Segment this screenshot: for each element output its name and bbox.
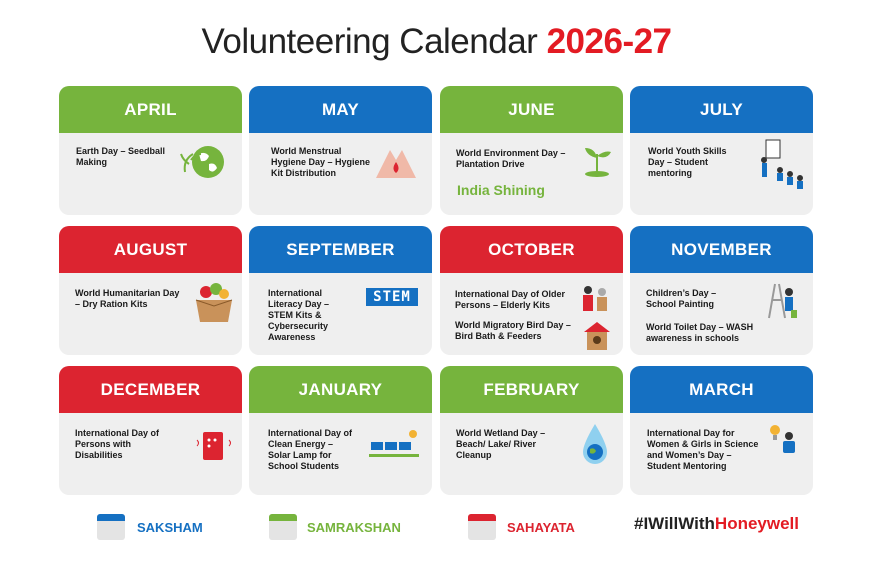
month-header: JUNE [440, 86, 623, 133]
month-card-december [59, 366, 242, 495]
stem-icon: STEM [366, 288, 418, 306]
braille-book-icon [195, 426, 233, 464]
month-header: MAY [249, 86, 432, 133]
month-header: NOVEMBER [630, 226, 813, 273]
elderly-people-icon [578, 284, 614, 314]
month-card-may [249, 86, 432, 215]
month-header: DECEMBER [59, 366, 242, 413]
event-text: Children’s Day – School Painting [646, 288, 717, 309]
legend-label-saksham: SAKSHAM [137, 520, 203, 535]
event-text: International Day of Older Persons – Elderly Kits [455, 289, 566, 310]
month-card-january [249, 366, 432, 495]
hashtag-brand: Honeywell [714, 514, 800, 533]
month-card-april [59, 86, 242, 215]
legend-label-sahayata: SAHAYATA [507, 520, 575, 535]
month-header: OCTOBER [440, 226, 623, 273]
title-main: Volunteering Calendar [201, 22, 538, 61]
month-card-september [249, 226, 432, 355]
painter-icon [765, 280, 799, 320]
month-card-august [59, 226, 242, 355]
event-text: World Environment Day – Plantation Drive [456, 148, 566, 169]
ration-box-icon [192, 280, 236, 324]
event-text: International Day for Women & Girls in Science and Women’s Day – Student Mentoring [647, 428, 759, 471]
page-title [0, 22, 873, 62]
month-header: SEPTEMBER [249, 226, 432, 273]
earth-plant-icon [179, 142, 227, 182]
month-header: APRIL [59, 86, 242, 133]
event-text: World Toilet Day – WASH awareness in schools [646, 322, 754, 343]
hashtag-prefix: #IWillWith [634, 514, 715, 533]
sapling-icon [580, 142, 614, 178]
event-text: World Migratory Bird Day – Bird Bath & Feeders [455, 320, 571, 341]
water-drop-earth-icon [580, 422, 610, 464]
event-text: World Menstrual Hygiene Day – Hygiene Kit Distribution [271, 146, 371, 178]
legend-swatch-sahayata [468, 514, 496, 540]
legend-swatch-samrakshan [269, 514, 297, 540]
month-card-november [630, 226, 813, 355]
month-card-june [440, 86, 623, 215]
event-text: International Day of Persons with Disabilities [75, 428, 160, 460]
legend-swatch-saksham [97, 514, 125, 540]
month-card-march [630, 366, 813, 495]
legend-label-samrakshan: SAMRAKSHAN [307, 520, 401, 535]
month-header: FEBRUARY [440, 366, 623, 413]
hands-drop-icon [372, 142, 420, 182]
month-card-february [440, 366, 623, 495]
campaign-hashtag [634, 514, 799, 534]
month-header: MARCH [630, 366, 813, 413]
title-year: 2026-27 [546, 22, 672, 61]
month-header: JANUARY [249, 366, 432, 413]
india-shining-label: India Shining [457, 182, 545, 198]
month-header: JULY [630, 86, 813, 133]
event-text: World Wetland Day – Beach/ Lake/ River Cleanup [456, 428, 546, 460]
woman-scientist-icon [767, 422, 801, 456]
event-text: International Literacy Day – STEM Kits & Cybersecurity Awareness [268, 288, 330, 342]
event-text: World Youth Skills Day – Student mentoring [648, 146, 727, 178]
birdhouse-icon [582, 320, 612, 352]
event-text: World Humanitarian Day – Dry Ration Kits [75, 288, 180, 309]
solar-panel-icon [369, 428, 421, 462]
event-text: International Day of Clean Energy – Solar Lamp for School Students [268, 428, 353, 471]
event-text: Earth Day – Seedball Making [76, 146, 166, 167]
month-card-july [630, 86, 813, 215]
month-header: AUGUST [59, 226, 242, 273]
month-card-october [440, 226, 623, 355]
classroom-icon [758, 138, 808, 194]
